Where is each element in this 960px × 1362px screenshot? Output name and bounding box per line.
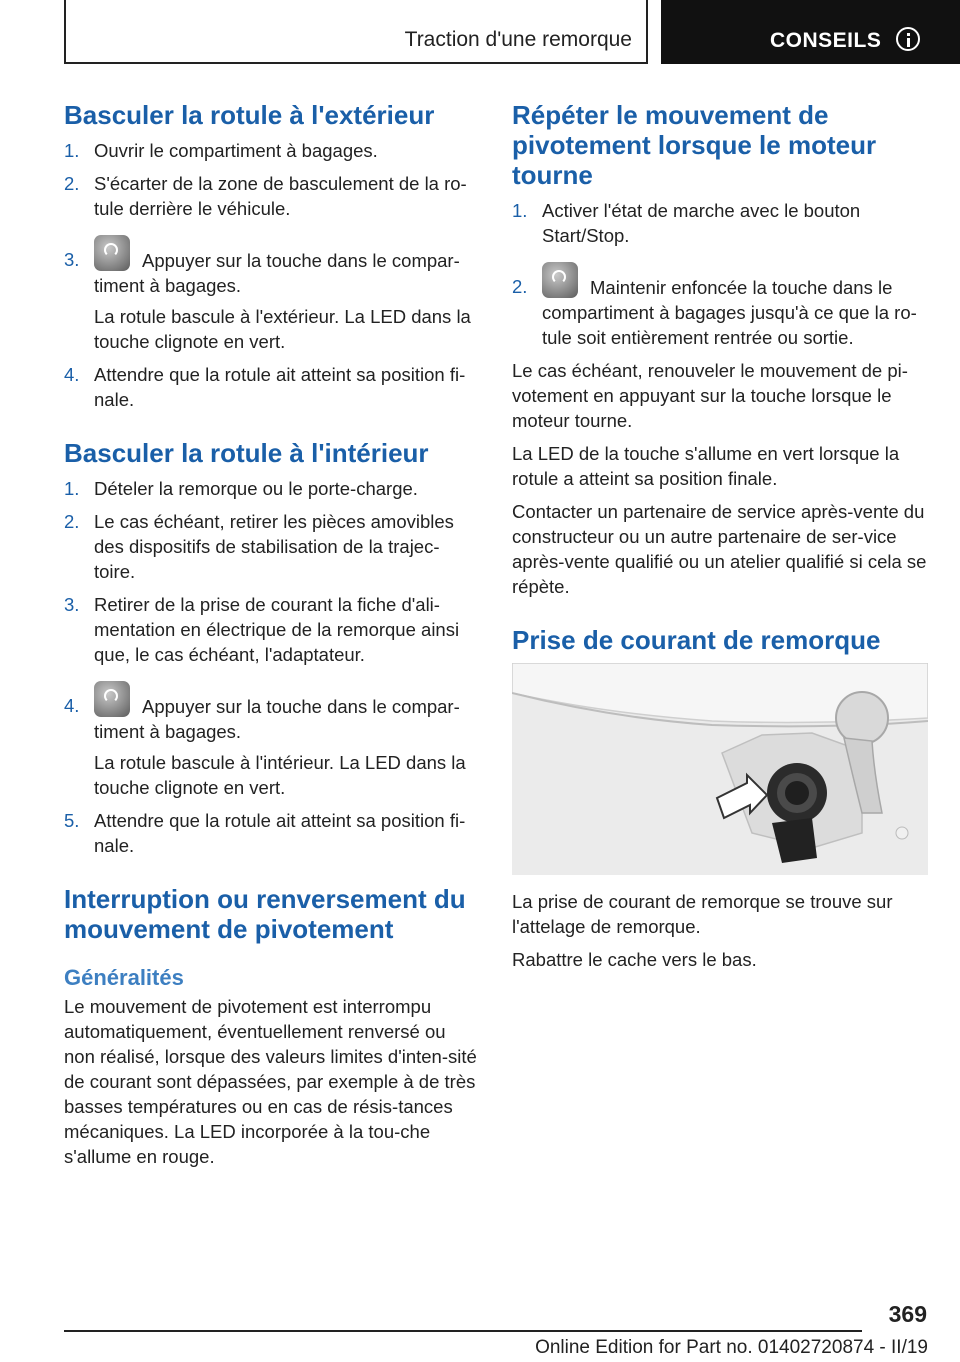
step-item [64,808,480,858]
paragraph: Le cas échéant, renouveler le mouvement de pi‐votement en appuyant sur la touche lorsque le moteur tourne. [512,360,908,431]
step-item [64,681,480,800]
step-item [64,592,480,667]
step-item [512,262,928,350]
step-text: Appuyer sur la touche dans le compar‐timent à bagages. [94,250,460,296]
step-number: 1. [64,478,80,499]
step-subtext: La rotule bascule à l'extérieur. La LED dans la touche clignote en vert. [94,306,471,352]
step-number: 3. [64,594,80,615]
paragraph: Rabattre le cache vers le bas. [512,949,757,970]
tow-hitch-button-icon [94,681,130,717]
chapter-title: Traction d'une remorque [404,28,632,51]
step-number: 1. [64,140,80,161]
section-label: CONSEILS [770,29,882,52]
step-text: Dételer la remorque ou le porte-charge. [94,478,418,499]
left-column [64,100,480,1177]
section-heading: Basculer la rotule à l'extérieur [64,100,435,130]
step-item [64,362,480,412]
step-text: Attendre que la rotule ait atteint sa position fi‐nale. [94,810,466,856]
paragraph: La LED de la touche s'allume en vert lorsque la rotule a atteint sa position finale. [512,443,900,489]
trailer-socket-illustration [512,663,928,875]
paragraph: Contacter un partenaire de service après-vente du constructeur ou un autre partenaire de ser‐vice après-vente qualifié ou un atelier qualifié si cela se répète. [512,501,927,597]
step-text: Attendre que la rotule ait atteint sa position fi‐nale. [94,364,466,410]
trailer-socket-image [512,663,928,875]
step-number: 3. [64,249,80,270]
step-text: S'écarter de la zone de basculement de la ro‐tule derrière le véhicule. [94,173,467,219]
step-text: Ouvrir le compartiment à bagages. [94,140,378,161]
tow-hitch-button-icon [542,262,578,298]
step-text: Le cas échéant, retirer les pièces amovibles des dispositifs de stabilisation de la trajec‐toire. [94,511,454,582]
step-number: 2. [64,173,80,194]
step-subtext: La rotule bascule à l'intérieur. La LED dans la touche clignote en vert. [94,752,466,798]
paragraph: Le mouvement de pivotement est interrompu automatiquement, éventuellement renversé ou non réalisé, lorsque des valeurs limites d'inten‐sité de courant sont dépassées, par exemple à de très basses températures ou en cas de résis‐tances mécaniques. La LED incorporée à la tou‐che s'allume en rouge. [64,996,477,1167]
section-heading: Basculer la rotule à l'intérieur [64,438,429,468]
edition-text: Online Edition for Part no. 01402720874 - II/19 [535,1337,928,1358]
step-list [64,138,480,412]
step-item [64,476,480,501]
step-number: 2. [512,276,528,297]
step-number: 2. [64,511,80,532]
step-number: 1. [512,200,528,221]
right-column [512,100,928,980]
step-list [512,198,928,350]
section-heading: Répéter le mouvement de pivotement lorsque le moteur tourne [512,100,877,190]
step-text: Activer l'état de marche avec le bouton Start/Stop. [542,200,861,246]
step-item [64,235,480,354]
subsection-heading: Généralités [64,965,184,990]
step-text: Appuyer sur la touche dans le compar‐timent à bagages. [94,696,460,742]
step-item [64,509,480,584]
section-heading: Interruption ou renversement du mouvement de pivotement [64,884,466,944]
header-section-box [661,0,960,64]
step-number: 4. [64,695,80,716]
step-item [64,138,480,163]
step-list [64,476,480,858]
footer-divider [64,1330,862,1332]
step-item [512,198,928,248]
step-text: Retirer de la prise de courant la fiche d'ali‐mentation en électrique de la remorque ainsi que, le cas échéant, l'adaptateur. [94,594,460,665]
header-chapter-box [64,0,648,64]
step-number: 4. [64,364,80,385]
section-heading: Prise de courant de remorque [512,625,881,655]
step-item [64,171,480,221]
step-text: Maintenir enfoncée la touche dans le compartiment à bagages jusqu'à ce que la ro‐tule soit entièrement rentrée ou sortie. [542,277,917,348]
info-icon [896,27,920,51]
tow-hitch-button-icon [94,235,130,271]
step-number: 5. [64,810,80,831]
paragraph: La prise de courant de remorque se trouve sur l'attelage de remorque. [512,891,893,937]
page-number: 369 [888,1301,927,1327]
